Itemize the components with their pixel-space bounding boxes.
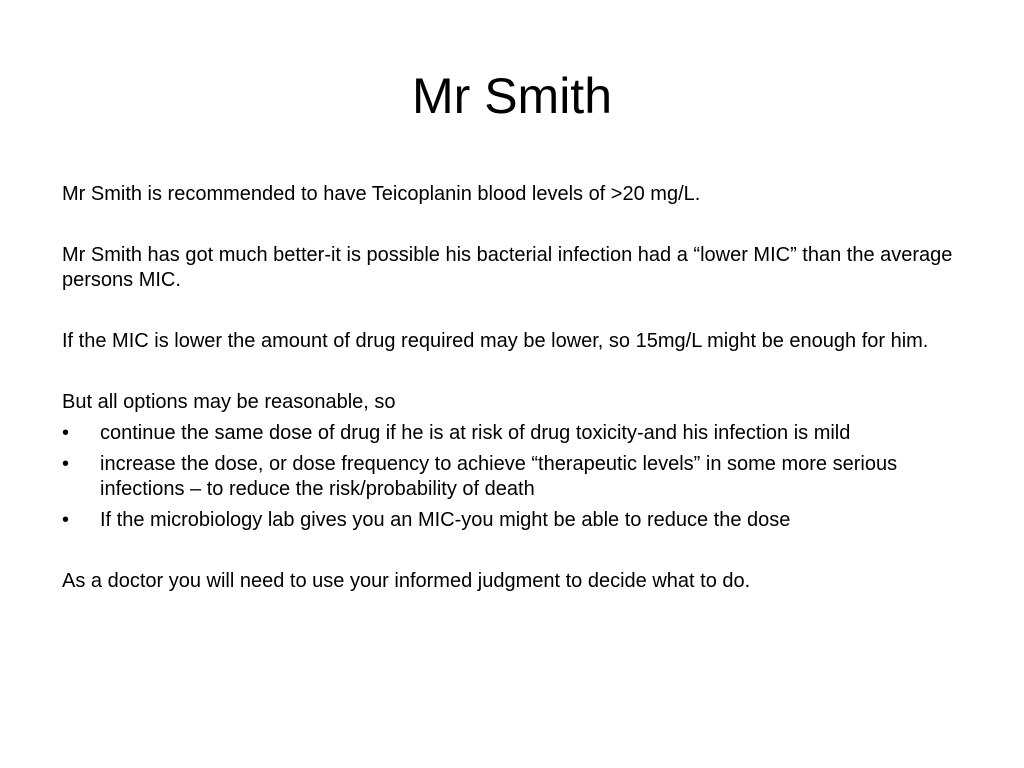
paragraph-options-intro: But all options may be reasonable, so — [62, 391, 396, 413]
paragraph-recommendation: Mr Smith is recommended to have Teicoplanin blood levels of >20 mg/L. — [62, 183, 701, 205]
list-item — [62, 508, 962, 533]
list-item-text: increase the dose, or dose frequency to achieve “therapeutic levels” in some more serious infections – to reduce the risk/probability of death — [100, 453, 898, 500]
slide-title: Mr Smith — [412, 68, 612, 124]
paragraph-improvement: Mr Smith has got much better-it is possible his bacterial infection had a “lower MIC” than the average persons MIC. — [62, 244, 953, 291]
paragraph-lower-mic: If the MIC is lower the amount of drug required may be lower, so 15mg/L might be enough for him. — [62, 330, 929, 352]
list-item — [62, 421, 962, 446]
bullet-icon: • — [62, 509, 70, 531]
options-list — [62, 421, 962, 533]
list-item — [62, 452, 962, 502]
list-item-text: If the microbiology lab gives you an MIC-you might be able to reduce the dose — [100, 509, 791, 531]
paragraph-closing: As a doctor you will need to use your informed judgment to decide what to do. — [62, 570, 751, 592]
list-item-text: continue the same dose of drug if he is at risk of drug toxicity-and his infection is mild — [100, 422, 851, 444]
bullet-icon: • — [62, 422, 70, 444]
slide-body — [62, 182, 962, 630]
bullet-icon: • — [62, 453, 70, 475]
